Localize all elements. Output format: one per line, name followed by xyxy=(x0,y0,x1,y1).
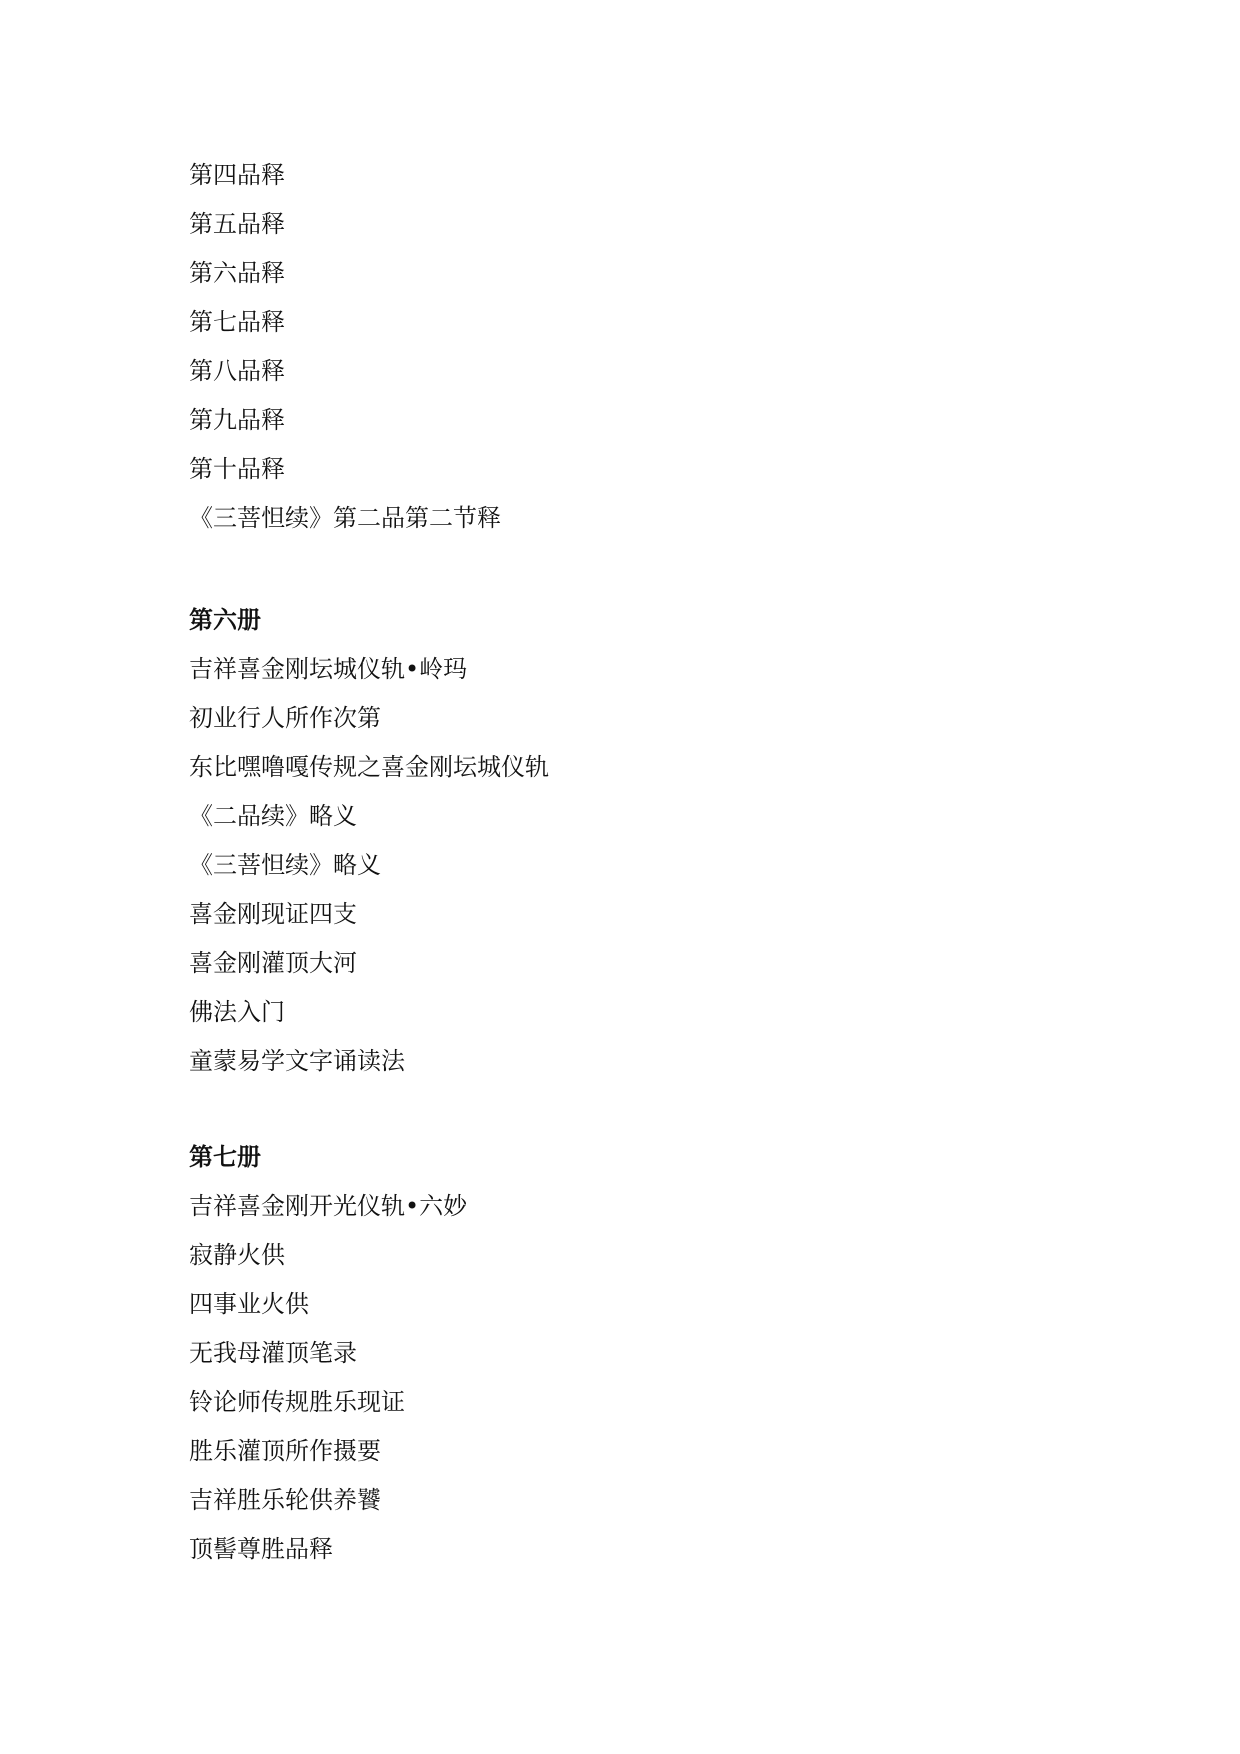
list-item: 铃论师传规胜乐现证 xyxy=(189,1388,405,1416)
list-item: 顶髻尊胜品释 xyxy=(189,1535,333,1563)
list-item: 第六品释 xyxy=(189,259,285,287)
list-item: 无我母灌顶笔录 xyxy=(189,1339,357,1367)
list-item: 吉祥胜乐轮供养饕 xyxy=(189,1486,381,1514)
list-item: 《三菩怛续》略义 xyxy=(189,851,381,879)
list-item: 第四品释 xyxy=(189,161,285,189)
volume-7-section xyxy=(189,1133,467,1574)
list-item: 第五品释 xyxy=(189,210,285,238)
list-item: 第七品释 xyxy=(189,308,285,336)
list-item: 四事业火供 xyxy=(189,1290,309,1318)
list-item: 吉祥喜金刚开光仪轨•六妙 xyxy=(189,1192,468,1220)
list-item: 喜金刚现证四支 xyxy=(189,900,357,928)
list-item: 《三菩怛续》第二品第二节释 xyxy=(189,504,501,532)
list-item: 胜乐灌顶所作摄要 xyxy=(189,1437,381,1465)
list-item: 吉祥喜金刚坛城仪轨•岭玛 xyxy=(189,655,468,683)
list-item: 《二品续》略义 xyxy=(189,802,357,830)
list-item: 寂静火供 xyxy=(189,1241,285,1269)
list-item: 第八品释 xyxy=(189,357,285,385)
list-item: 第九品释 xyxy=(189,406,285,434)
volume-5-continued-list xyxy=(189,151,501,543)
list-item: 佛法入门 xyxy=(189,998,285,1026)
list-item: 第十品释 xyxy=(189,455,285,483)
list-item: 喜金刚灌顶大河 xyxy=(189,949,357,977)
list-item: 东比嘿噜嘎传规之喜金刚坛城仪轨 xyxy=(189,753,549,781)
volume-6-section xyxy=(189,596,549,1086)
list-item: 童蒙易学文字诵读法 xyxy=(189,1047,405,1075)
list-item: 初业行人所作次第 xyxy=(189,704,381,732)
volume-6-heading: 第六册 xyxy=(189,606,261,634)
volume-7-heading: 第七册 xyxy=(189,1143,261,1171)
